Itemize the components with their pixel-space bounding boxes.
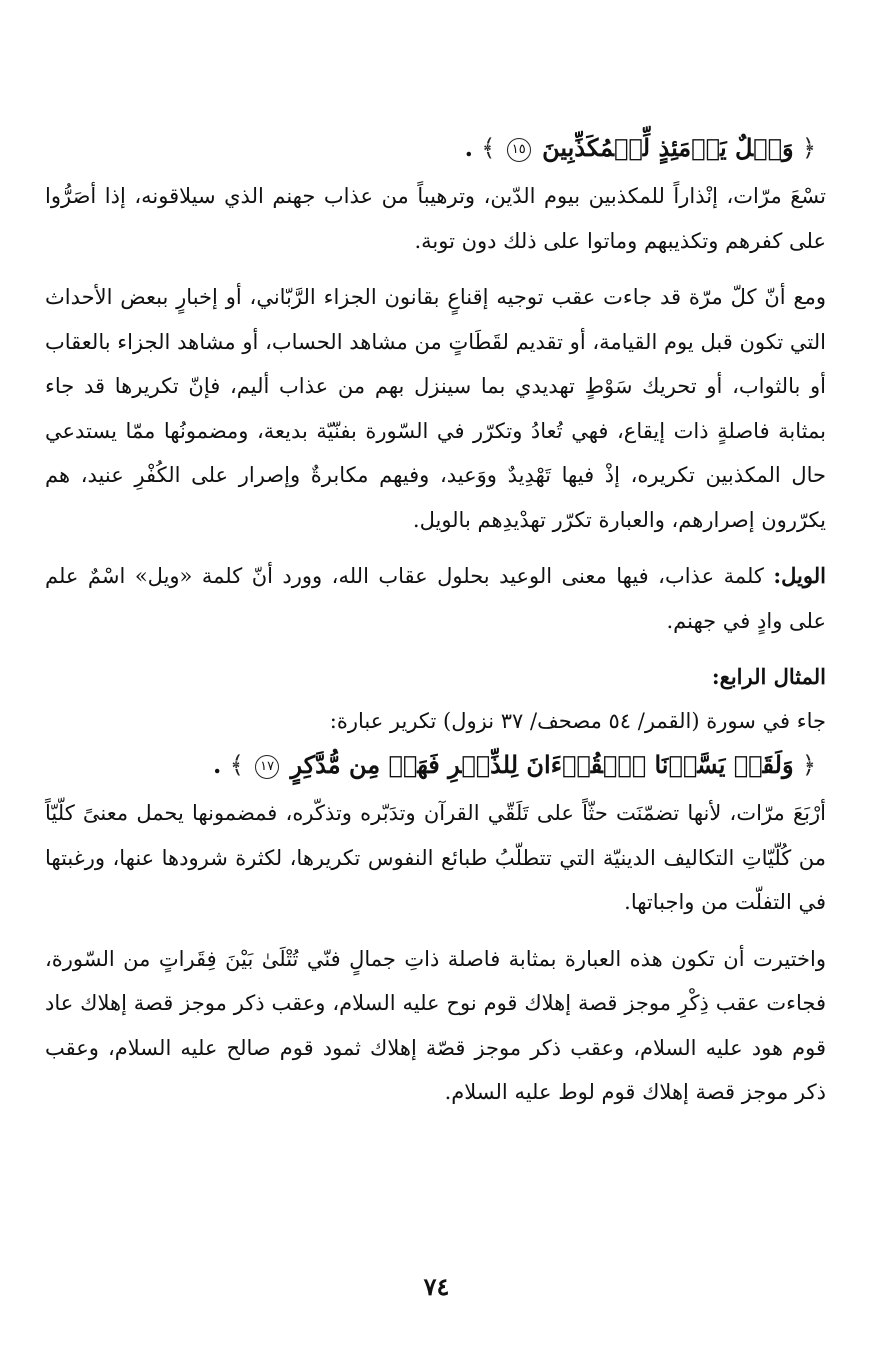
quran-verse-2 [45, 745, 816, 785]
paragraph-wayl-definition [45, 554, 826, 643]
paragraph-nine-times: تسْعَ مرّات، إنْذاراً للمكذبين بيوم الدّين، وترهيباً من عذاب جهنم الذي سيلاقونه، إذا أصَرُّوا على كفرهم وتكذيبهم وماتوا على ذلك دون توبة. [45, 184, 826, 253]
verse-close-bracket: ﴾ [229, 751, 244, 779]
page-number: ٧٤ [423, 1272, 450, 1301]
verse-tail: . [464, 133, 473, 162]
verse-close-bracket: ﴾ [481, 134, 496, 162]
verse-text: وَلَقَدۡ يَسَّرۡنَا ٱلۡقُرۡءَانَ لِلذِّكۡرِ فَهَلۡ مِن مُّدَّكِرٍ [290, 750, 794, 779]
paragraph-repetition-purpose: ومع أنّ كلّ مرّة قد جاءت عقب توجيه إقناعٍ بقانون الجزاء الرَّبّاني، أو إخبارٍ ببعض الأحداث التي تكون قبل يوم القيامة، أو تقديم لقَطَاتٍ من مشاهد الحساب، أو مشاهد الجزاء بالعقاب أو بالثواب، أو تحريك سَوْطٍ تهديدي بما سينزل بهم من عذاب أليم، فإنّ تكريرها قد جاء بمثابة فاصلةٍ ذات إيقاع، فهي تُعادُ وتكرّر في السّورة بفنّيّة بديعة، ومضمونُها ممّا يستدعي حال المكذبين تكريره، إذْ فيها تَهْدِيدٌ ووَعيد، وفيهم مكابرةٌ وإصرار على الكُفْرِ عنيد، هم يكرّرون إصرارهم، والعبارة تكرّر تهدْيدِهم بالويل. [45, 285, 826, 532]
term-wayl: الويل: [773, 563, 826, 588]
definition-text: كلمة عذاب، فيها معنى الوعيد بحلول عقاب الله، وورد أنّ كلمة «ويل» اسْمٌ علم على وادٍ في جهنم. [45, 564, 826, 633]
verse-tail: . [212, 750, 222, 779]
verse-text: وَيۡلٌ يَوۡمَئِذٍ لِّلۡمُكَذِّبِينَ [542, 133, 794, 162]
quran-verse-1 [45, 128, 816, 168]
section-intro: جاء في سورة (القمر/ ٥٤ مصحف/ ٣٧ نزول) تكرير عبارة: [329, 709, 826, 733]
verse-open-bracket: ﴿ [801, 134, 816, 162]
paragraph-four-times: أرْبَعَ مرّات، لأنها تضمّنَت حثّاً على تَلَقّي القرآن وتدَبّره وتذكّره، فمضمونها يحمل معنىً كلّيّاً من كُلّيّاتِ التكاليف الدينيّة التي تتطلّبُ طبائع النفوس تكريرها، لكثرة شرودها عنها، ورغبتها في التفلّت من واجباتها. [45, 801, 826, 914]
paragraph-placement: واختيرت أن تكون هذه العبارة بمثابة فاصلة ذاتِ جمالٍ فنّي تُتْلَىٰ بَيْنَ فِقَراتٍ من السّورة، فجاءت عقب ذِكْرِ موجز قصة إهلاك قوم نوح عليه السلام، وعقب ذكر موجز قصة إهلاك عاد قوم هود عليه السلام، وعقب ذكر موجز قصّة إهلاك ثمود قوم صالح عليه السلام، وعقب ذكر موجز قصة إهلاك قوم لوط عليه السلام. [45, 946, 826, 1104]
verse-open-bracket: ﴿ [801, 751, 816, 779]
verse-number-badge: ١٥ [507, 138, 531, 162]
verse-number-badge: ١٧ [255, 755, 279, 779]
section-heading: المثال الرابع: [711, 664, 826, 689]
